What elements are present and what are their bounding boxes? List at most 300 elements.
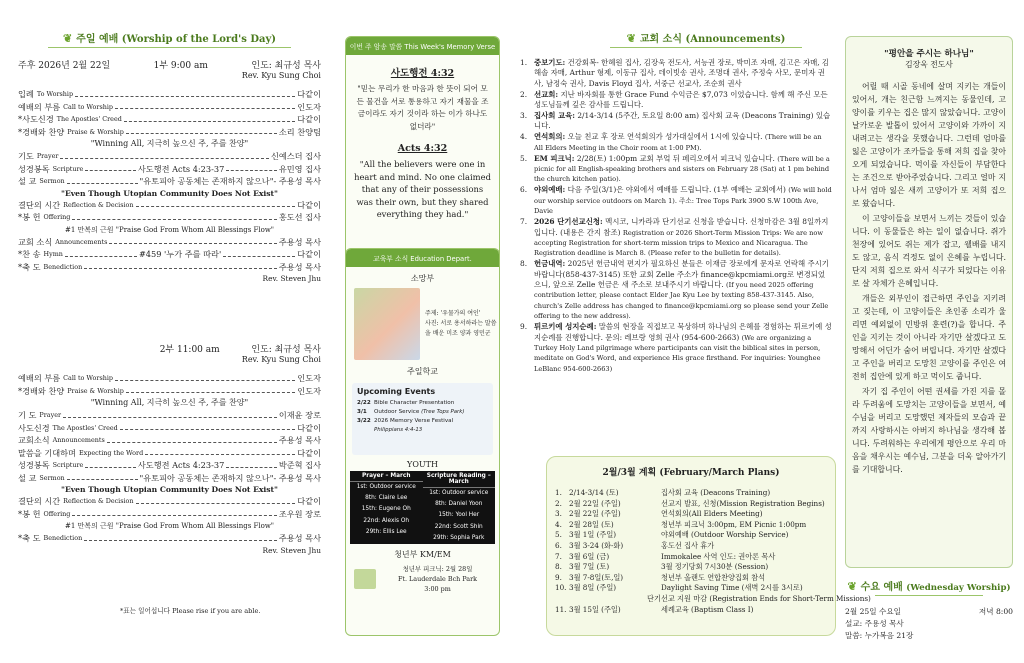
plan-date: 3월 8일 (주일) [569, 583, 617, 593]
meditation-paragraph: 자기 집 주인이 어떤 권세를 가진 지를 몰라 두려움에 도망치는 고양이들을 보면서, 예수님을 버리고 도망했던 제자들의 모습과 끝까지 사랑하시는 아버지 하나님을 생각해 봅니다. 두려워하는 우리에게 평안으로 우리 마음을 채우시는 예수님, 그분을 더욱 알아가기를 기대합니다. [852, 387, 1006, 474]
order-label-en: Call to Worship [63, 102, 113, 111]
leader-dots [60, 150, 268, 159]
youth-reading-entry: 8th: Daniel Yoon [435, 501, 483, 508]
order-value: 다같이 [297, 89, 321, 99]
verse-ref-kr: 사도행전 4:32 [390, 68, 455, 79]
leader-dots [226, 459, 277, 468]
announcement-number: 4. [520, 132, 528, 142]
order-label-en: Call to Worship [63, 374, 113, 382]
announcement-item [520, 322, 832, 374]
announcement-head: 헌금내역: [534, 259, 566, 269]
announcement-body: 다음 주일(3/1)은 야외에서 예배를 드립니다. (1부 예배는 교회에서) [567, 185, 786, 195]
upcoming-event [357, 399, 488, 408]
announcement-number: 6. [520, 185, 528, 195]
order-row [18, 422, 321, 435]
event-text [374, 426, 422, 435]
plan-event: Daylight Saving Time (새벽 2시를 3시로) [661, 583, 803, 593]
plan-number: 1. [555, 488, 562, 497]
announcement-body: 2/28(토) 1:00pm 교회 부엌 뒤 페리오에서 피크닉 있습니다. [576, 153, 775, 163]
order-label: 입례 [18, 89, 34, 99]
leader-dots [115, 372, 295, 381]
second-sermon-en: "Even Though Utopian Community Does Not Exist" [60, 485, 279, 494]
plan-date: 2월 22일 (주일) [569, 498, 621, 508]
leader-dots [85, 459, 136, 468]
km-info-2: Ft. Lauderdale Bch Park [397, 575, 478, 584]
event-date: 3/1 [357, 409, 367, 415]
order-label-en: Sermon [39, 473, 65, 482]
order-label-en: Sermon [39, 177, 65, 185]
announcement-item [520, 185, 832, 216]
leader-dots [115, 101, 295, 110]
plan-number: 6. [555, 540, 562, 550]
leader-dots [226, 163, 277, 172]
announcement-text [534, 58, 832, 89]
event-note: (Tree Tops Park) [421, 409, 465, 415]
announcement-english: Registration or 2026 Short-Term Mission Trips: We are now accepting Registration for short-term mission trips to Mexico and Nicaragua. The Registration deadline is March 8. (Please refer to the bulletin for details). [534, 228, 824, 258]
wednesday-date: 2월 25일 수요일 [845, 607, 901, 616]
meditation-paragraph: 어릴 때 시골 동네에 살며 지키는 개들이 있어서, 개는 친근함 느껴지는 동물인데, 고양이를 키우는 집은 많지 않았습니다. 고양이 날카로운 발톱이 있어서 고양이와 가까이 지내려고는 생각을 못했습니다. 그런데 엄마를 잃은 고양이가 조카들을 통해 저희 집을 찾아오게 되었습니다. 먹이를 자신들이 부담한다는 조건으로 받아주었습니다. 그리고 얼마 지나서 엄마 잃은 새끼 고양이가 또 저희 집으로 왔습니다. [852, 82, 1006, 208]
youth-prayer-entry: 8th: Claire Lee [365, 495, 408, 502]
announcement-body: 2/14-3/14 (5주간, 토요일 8:00 am) 집사회 교육 (Deacons Training) 있습니다. [534, 111, 831, 131]
second-bene-en: Rev. Steven Jhu [262, 545, 321, 555]
order-label: *축 도 [18, 533, 41, 543]
plan-date: 2/14-3/14 (토) [569, 488, 619, 497]
announcement-english: (If you need 2025 offering contribution letter, please contact Elder Jae Kyu Lee by texting 858-437-3145. Also, church's Zelle address has changed to finance@kpcmiami.org so please send your Zelle offering to the new address). [534, 281, 829, 321]
order-value: 다같이 [297, 199, 321, 210]
announcement-number: 1. [520, 58, 528, 67]
announcement-head: 집사회 교육: [534, 111, 575, 121]
second-order-d [18, 532, 321, 545]
order-row [18, 163, 321, 176]
kids-title: 소망부 [410, 274, 435, 283]
order-label-en: Praise & Worship [67, 386, 124, 395]
plan-date: 3월 7-8일(토,일) [569, 572, 624, 582]
plan-number: 11. [555, 604, 567, 614]
order-label-en: Prayer [39, 411, 62, 419]
upcoming-event [357, 417, 488, 426]
order-value: #459 '누가 주를 따라' [138, 249, 222, 259]
plan-event: 단기선교 지원 마감 (Registration Ends for Short-Term Missions) [647, 593, 871, 603]
announcements-list [520, 58, 832, 374]
plan-date [555, 594, 647, 605]
announcement-text [534, 132, 832, 153]
announcement-english: (We are organizing a Turkey Holy Land pilgrimage where participants can visit the biblical sites in person, meditate on God's Word, and experience His grace firsthand. For inquiries: Younghee LeBlanc 954-600-2663) [534, 333, 821, 373]
order-row [18, 472, 321, 485]
event-text [374, 408, 464, 417]
plan-number: 2. [555, 498, 562, 508]
announcement-text [534, 185, 832, 216]
first-offering-song: #1 만복의 근원 "Praise God From Whom All Blessings Flow" [64, 225, 275, 234]
plan-event: 청년부 올랜도 연합찬양집회 참석 [661, 572, 766, 582]
second-order-a [18, 372, 321, 397]
km-info-1: 청년부 피크닉: 2월 28일 [402, 565, 473, 574]
plan-number: 7. [555, 551, 562, 561]
plan-row [555, 488, 827, 499]
order-value: 다같이 [297, 114, 321, 124]
order-label: 말씀을 기대하며 [18, 447, 76, 458]
plan-event: Immokalee 사역 인도: 권아론 목사 [661, 551, 776, 561]
leader-dots [84, 532, 277, 541]
second-offering-song: #1 만복의 근원 "Praise God From Whom All Blessings Flow" [64, 522, 275, 530]
first-order-b [18, 150, 321, 188]
plan-row [555, 583, 827, 594]
announcement-text [534, 90, 832, 111]
leader-dots [107, 434, 277, 443]
event-date: 2/22 [357, 400, 371, 406]
wednesday-preacher: 설교: 주용성 목사 [845, 619, 904, 628]
plan-row [555, 573, 827, 584]
leader-dots [126, 126, 277, 135]
plan-number: 4. [555, 519, 562, 529]
leader-dots [223, 248, 295, 257]
picnic-image [354, 569, 376, 589]
order-label: *사도신경 [18, 114, 54, 124]
order-label-en: Offering [43, 213, 71, 221]
announcement-body: 2025년 헌금내역 편지가 필요하신 분들은 이재금 장로에게 문자로 연락해 주시기 바랍니다(858-437-3145) 또한 교회 Zelle 주소가 finance@kpcmiami.org로 변경되었으니, 앞으로 Zelle 헌금은 새 주소로 보내주시기 바랍니다. [534, 259, 829, 290]
order-row [18, 211, 321, 224]
plan-row [555, 562, 827, 573]
verse-ref-en: Acts 4:32 [397, 143, 448, 154]
leader-dots [65, 248, 137, 257]
order-row [18, 236, 321, 249]
order-label-en: The Apostles' Creed [52, 423, 118, 432]
order-label: 예배의 부름 [18, 373, 61, 383]
order-label: 교회 소식 [18, 236, 53, 247]
order-value: 신예스더 집사 [270, 151, 321, 161]
order-row [18, 150, 321, 163]
announcement-body: 건강회복- 한혜원 집사, 김장욱 전도사, 서능권 장로, 박미조 자매, 김고은 자매, 김해솔 자매, Arthur 형제, 이동규 집사, 데이빗송 권사, 조명대 권사, 주정숙 사모, 문미자 권사, 남정숙 권사, Davis Floyd 집사, 서중근 선교사, 조순희 권사 [534, 58, 830, 88]
plan-date: 3월 1일 (주일) [569, 530, 617, 540]
leaf-icon: ❦ [62, 32, 73, 45]
announcement-number: 7. [520, 217, 528, 227]
order-label-en: Hymn [43, 250, 63, 258]
plan-row [555, 541, 827, 552]
order-row [18, 532, 321, 545]
leader-dots [85, 163, 136, 172]
order-label: *봉 헌 [18, 212, 41, 222]
order-value: 사도행전 Acts 4:23-37 [137, 460, 225, 470]
order-value: 인도자 [297, 373, 321, 383]
event-date: 3/22 [357, 418, 371, 424]
announcement-number: 2. [520, 89, 528, 99]
wednesday-scripture: 말씀: 누가복음 21장 [845, 631, 914, 640]
announcement-item [520, 259, 832, 321]
plan-row [555, 499, 827, 510]
announcement-head: 중보기도: [534, 58, 566, 67]
youth-schedule-table [350, 471, 495, 544]
announcement-item [520, 132, 832, 153]
plan-row [555, 520, 827, 531]
plan-row [555, 605, 827, 616]
youth-reading-entry: 22nd: Scott Shin [434, 523, 483, 530]
meditation-box [845, 36, 1013, 568]
event-date [357, 426, 374, 435]
plan-number: 8. [555, 562, 562, 572]
second-order-b [18, 409, 321, 484]
announcement-head: 연석회의: [534, 132, 566, 142]
worship-column [0, 0, 335, 663]
kids-verse: 사진: 서로 용서하라는 말씀을 배운 미조 양과 영민군 [425, 320, 497, 337]
youth-prayer-entry: 1st: Outdoor service [356, 484, 416, 490]
order-row [18, 248, 321, 261]
first-sermon-en: "Even Though Utopian Community Does Not Exist" [60, 188, 279, 198]
youth-reading-header: Scripture Reading – March [423, 471, 496, 488]
verse-text-kr: "믿는 무리가 한 마음과 한 뜻이 되어 모든 물건을 서로 통용하고 자기 재물을 조금이라도 자기 것이라 하는 이가 하나도 없더라" [356, 84, 489, 131]
announcement-number: 9. [520, 322, 528, 332]
plan-event: 집사회 교육 (Deacons Training) [661, 488, 771, 497]
order-row [18, 372, 321, 385]
meditation-title: "평안을 주시는 하나님" [884, 49, 974, 59]
order-value-2: 유민영 집사 [278, 163, 321, 174]
announcement-number: 8. [520, 259, 528, 269]
plans-title: 2월/3월 계획 (February/March Plans) [602, 468, 780, 478]
order-value: "유토피아 공동체는 존재하지 않으나"- 주용성 목사 [139, 176, 321, 186]
order-label: 성경봉독 [18, 163, 50, 174]
event-title: Bible Character Presentation [374, 400, 455, 406]
order-value-2: 다같이 [297, 249, 321, 259]
plan-event: 세례교육 (Baptism Class I) [661, 604, 754, 614]
order-row [18, 447, 321, 460]
plan-row [555, 593, 871, 605]
order-value: 사도행전 Acts 4:23-37 [137, 163, 225, 174]
kids-photo [354, 288, 420, 360]
leader-dots [72, 211, 276, 220]
first-order-a [18, 88, 321, 138]
youth-prayer-entry: 22nd: Alexis Oh [363, 517, 410, 524]
leader-dots [63, 409, 277, 418]
leader-dots [120, 422, 296, 431]
order-value: 다같이 [297, 422, 321, 433]
announcements-column [520, 0, 871, 663]
order-label: 사도신경 [18, 422, 50, 433]
youth-reading-entry: 1st: Outdoor service [429, 490, 489, 496]
order-row [18, 101, 321, 114]
order-value-2: 박준혁 집사 [278, 460, 321, 470]
order-label-en: Benediction [43, 534, 83, 542]
announcement-item [520, 90, 832, 111]
youth-prayer-header: Prayer – March [350, 471, 423, 482]
order-label-en: The Apostles' Creed [56, 115, 122, 123]
announcement-body: 오늘 친교 후 장로 연석회의가 성가대실에서 1시에 있습니다. [567, 132, 763, 142]
order-row [18, 434, 321, 447]
plan-date: 2월 22일 (주일) [569, 509, 621, 519]
wednesday-worship [845, 578, 1013, 642]
order-value: 소리 찬양팀 [278, 126, 321, 137]
leader-dots [84, 261, 277, 270]
plan-event: 연석회의(All Elders Meeting) [661, 509, 763, 519]
km-info-3: 3:00 pm [424, 585, 451, 594]
order-label-en: Praise & Worship [67, 127, 124, 136]
kids-theme: 주제: '우물가의 여인' [425, 310, 481, 317]
order-value: 주용성 목사 [278, 261, 321, 272]
plan-date: 3월 15일 (주일) [569, 604, 621, 614]
order-row [18, 126, 321, 139]
order-label-en: Expecting the Word [78, 448, 144, 457]
order-row [18, 409, 321, 422]
first-bene-en: Rev. Steven Jhu [262, 274, 321, 283]
plan-date: 3월 3-24 (화-화) [569, 540, 624, 550]
upcoming-event [357, 408, 488, 417]
order-label: 성경봉독 [18, 460, 50, 470]
youth-prayer-entry: 15th: Eugene Oh [361, 506, 411, 513]
order-label-en: Benediction [43, 262, 83, 271]
order-label-en: Scripture [52, 164, 84, 173]
first-order-d [18, 236, 321, 274]
first-praise-song: "Winning All, 지극히 높으신 주, 주를 찬양" [90, 139, 249, 148]
first-order-c [18, 199, 321, 224]
event-note: Philippians 4:4-13 [374, 427, 423, 433]
meditation-paragraph: 이 고양이들을 보면서 느끼는 것들이 있습니다. 이 동물들은 하는 일이 없습니다. 쥐가 천장에 있어도 쥐는 제가 잡고, 웰배를 내지도 않고, 음식 걱정도 없이 은혜를 누립니다. 단지 저희 집으로 와서 식구가 되었다는 이유로 살 자체가 은혜입니다. [852, 214, 1006, 288]
announcement-head: 선교회: [534, 89, 559, 99]
youth-reading-entry: 29th: Sophia Park [433, 534, 485, 541]
event-title: Outdoor Service [374, 409, 420, 415]
announcement-text [534, 111, 832, 132]
order-label: 기도 [18, 151, 34, 161]
order-value: 조우원 장로 [278, 508, 321, 519]
order-label: *축 도 [18, 261, 41, 272]
order-row [18, 385, 321, 398]
meditation-column [845, 0, 1013, 663]
leader-dots [75, 88, 295, 97]
announcement-item [520, 154, 832, 185]
order-label: 설 교 [18, 176, 37, 186]
second-service-header: 2부 11:00 am 인도: 최규성 목사 [159, 345, 321, 355]
plan-event: 3월 정기당회 7시30분 (Session) [661, 562, 769, 572]
plan-row [555, 509, 827, 520]
order-value: 주용성 목사 [278, 533, 321, 543]
upcoming-title: Upcoming Events [357, 387, 436, 396]
second-order-c [18, 495, 321, 520]
order-label: 결단의 시간 [18, 496, 61, 506]
plan-event: 청년부 피크닉 3:00pm, EM Picnic 1:00pm [661, 519, 807, 529]
announcement-number: 3. [520, 111, 528, 121]
verse-text-en: "All the believers were one in heart and mind. No one claimed that any of their possessions was their own, but they shared everything they had." [354, 159, 491, 219]
order-row [18, 495, 321, 508]
km-title: 청년부 KM/EM [394, 550, 451, 560]
second-praise-song: "Winning All, 지극히 높으신 주, 주를 찬양" [90, 398, 249, 407]
announcement-number: 5. [520, 153, 528, 163]
announcement-text [534, 259, 832, 321]
stand-footnote: *표는 일어섭니다 Please rise if you are able. [120, 607, 261, 615]
order-value: 주용성 목사 [278, 435, 321, 445]
order-row [18, 88, 321, 101]
order-label: *경배와 찬양 [18, 385, 65, 396]
order-label: 결단의 시간 [18, 199, 61, 210]
announcement-body: 지난 바자회를 통한 Grace Fund 수익금은 $7,073 이었습니다. 함께 해 주신 모든 성도님들께 깊은 감사를 드립니다. [534, 89, 828, 110]
plan-event: 홍도선 집사 휴가 [661, 540, 715, 550]
wednesday-heading: ❦ 수요 예배 (Wednesday Worship) [845, 578, 1013, 596]
leader-dots [126, 385, 295, 394]
wednesday-time: 저녁 8:00 [978, 607, 1013, 616]
sunday-school-title: 주일학교 [407, 367, 438, 376]
announcements-heading: ❦ 교회 소식 (Announcements) [580, 30, 832, 48]
plan-number: 3. [555, 509, 562, 519]
education-header: 교육부 소식 Education Depart. [346, 249, 499, 267]
leaf-icon: ❦ [626, 32, 636, 45]
order-label: *봉 헌 [18, 508, 41, 519]
order-row [18, 261, 321, 274]
leader-dots [109, 236, 277, 245]
education-box [345, 248, 500, 636]
order-label: 예배의 부름 [18, 101, 61, 112]
memory-verse-box [345, 36, 500, 264]
announcement-body: 멕시코, 니카라과 단기선교 신청을 받습니다. 신청마감은 3월 8일까지 입니다. (내용은 간지 참조) [534, 217, 829, 237]
order-label: *경배와 찬양 [18, 126, 65, 137]
order-row [18, 199, 321, 212]
announcement-text [534, 322, 832, 374]
order-label: 설 교 [18, 472, 37, 483]
order-value: 인도자 [297, 101, 321, 112]
plan-row [555, 530, 827, 541]
plan-date: 3월 7일 (토) [569, 562, 610, 572]
order-label: 교회소식 [18, 435, 50, 445]
announcement-english: (There will be an All Elders Meeting in the Choir room at 1:00 PM). [534, 133, 822, 152]
plan-date: 3월 6일 (금) [569, 551, 610, 561]
plan-number: 9. [555, 572, 562, 582]
order-row [18, 175, 321, 188]
announcement-head: 2026 단기선교신청: [534, 217, 603, 227]
meditation-author: 김장욱 전도사 [905, 60, 953, 69]
upcoming-event [357, 426, 488, 435]
plan-date: 2월 28일 (토) [569, 519, 614, 529]
plan-event: 선교지 발표, 신청(Mission Registration Begins) [661, 498, 825, 508]
announcement-text [534, 154, 832, 185]
announcement-english: (We will hold our worship service outdoors on March 1). 주소: Tree Tops Park 3900 S.W 100th Ave, Davie [534, 186, 832, 216]
second-leader-en: Rev. Kyu Sung Choi [241, 355, 321, 364]
upcoming-events [352, 383, 493, 455]
order-label-en: Scripture [52, 461, 84, 469]
worship-heading: ❦ 주일 예배 (Worship of the Lord's Day) [18, 30, 321, 48]
first-service-header: 주후 2026년 2월 22일 1부 9:00 am 인도: 최규성 목사 [18, 61, 321, 71]
announcement-body: 말씀의 현장을 직접보고 묵상하며 하나님의 은혜를 경험하는 튀르키예 성지순례를 진행합니다. 문의: 레브랑 영희 권사 (954-600-2663) [534, 322, 832, 342]
order-value: 홍도선 집사 [278, 212, 321, 222]
order-value: 인도자 [297, 385, 321, 396]
leader-dots [145, 447, 295, 456]
plan-number: 10. [555, 583, 567, 593]
announcement-english: (There will be a picnic for all English-speaking brothers and sisters on February 28 (Sat) at 1 pm behind the church kitchen patio). [534, 154, 830, 184]
order-label-en: Offering [43, 509, 71, 518]
order-label-en: Announcements [52, 436, 105, 444]
middle-column [345, 0, 500, 663]
announcement-head: 튀르키예 성지순례: [534, 322, 597, 332]
order-label-en: Reflection & Decision [63, 497, 134, 505]
first-leader-en: Rev. Kyu Sung Choi [241, 71, 321, 80]
leader-dots [67, 472, 138, 481]
order-value: 다같이 [297, 447, 321, 458]
event-text [374, 399, 454, 408]
announcement-text [534, 217, 832, 259]
order-label-en: Prayer [36, 152, 59, 160]
order-value: 주용성 목사 [278, 236, 321, 247]
order-row [18, 113, 321, 126]
order-label: *찬 송 [18, 249, 41, 259]
youth-prayer-entry: 29th: Ellis Lee [365, 528, 407, 535]
leaf-icon: ❦ [847, 580, 857, 593]
order-row [18, 508, 321, 521]
plans-box [546, 456, 871, 636]
announcement-item [520, 217, 832, 259]
order-row [18, 459, 321, 472]
order-label-en: Reflection & Decision [63, 200, 134, 209]
leader-dots [72, 508, 276, 517]
meditation-paragraph: 개들은 외부인이 접근하면 주인을 지키려고 짖는데, 이 고양이들은 초인종 소리가 울리면 예외없이 민방위 훈련(?)을 합니다. 주인을 지키는 것이 아니라 자기만 살겠다고 도망해서 어딘가 숨어 버립니다. 자기만 살겠다고 주인을 버리고 도망친 고양이를 주인은 여전히 집안에 있게 하고 먹이도 줍니다. [852, 294, 1006, 381]
announcement-head: EM 피크닉: [534, 153, 575, 163]
memory-verse-header: 이번 주 암송 말씀 This Week's Memory Verse [346, 37, 499, 55]
event-title: 2026 Memory Verse Festival [374, 418, 454, 424]
youth-title: YOUTH [407, 460, 438, 469]
order-value: 다같이 [297, 496, 321, 506]
announcement-item [520, 58, 832, 89]
